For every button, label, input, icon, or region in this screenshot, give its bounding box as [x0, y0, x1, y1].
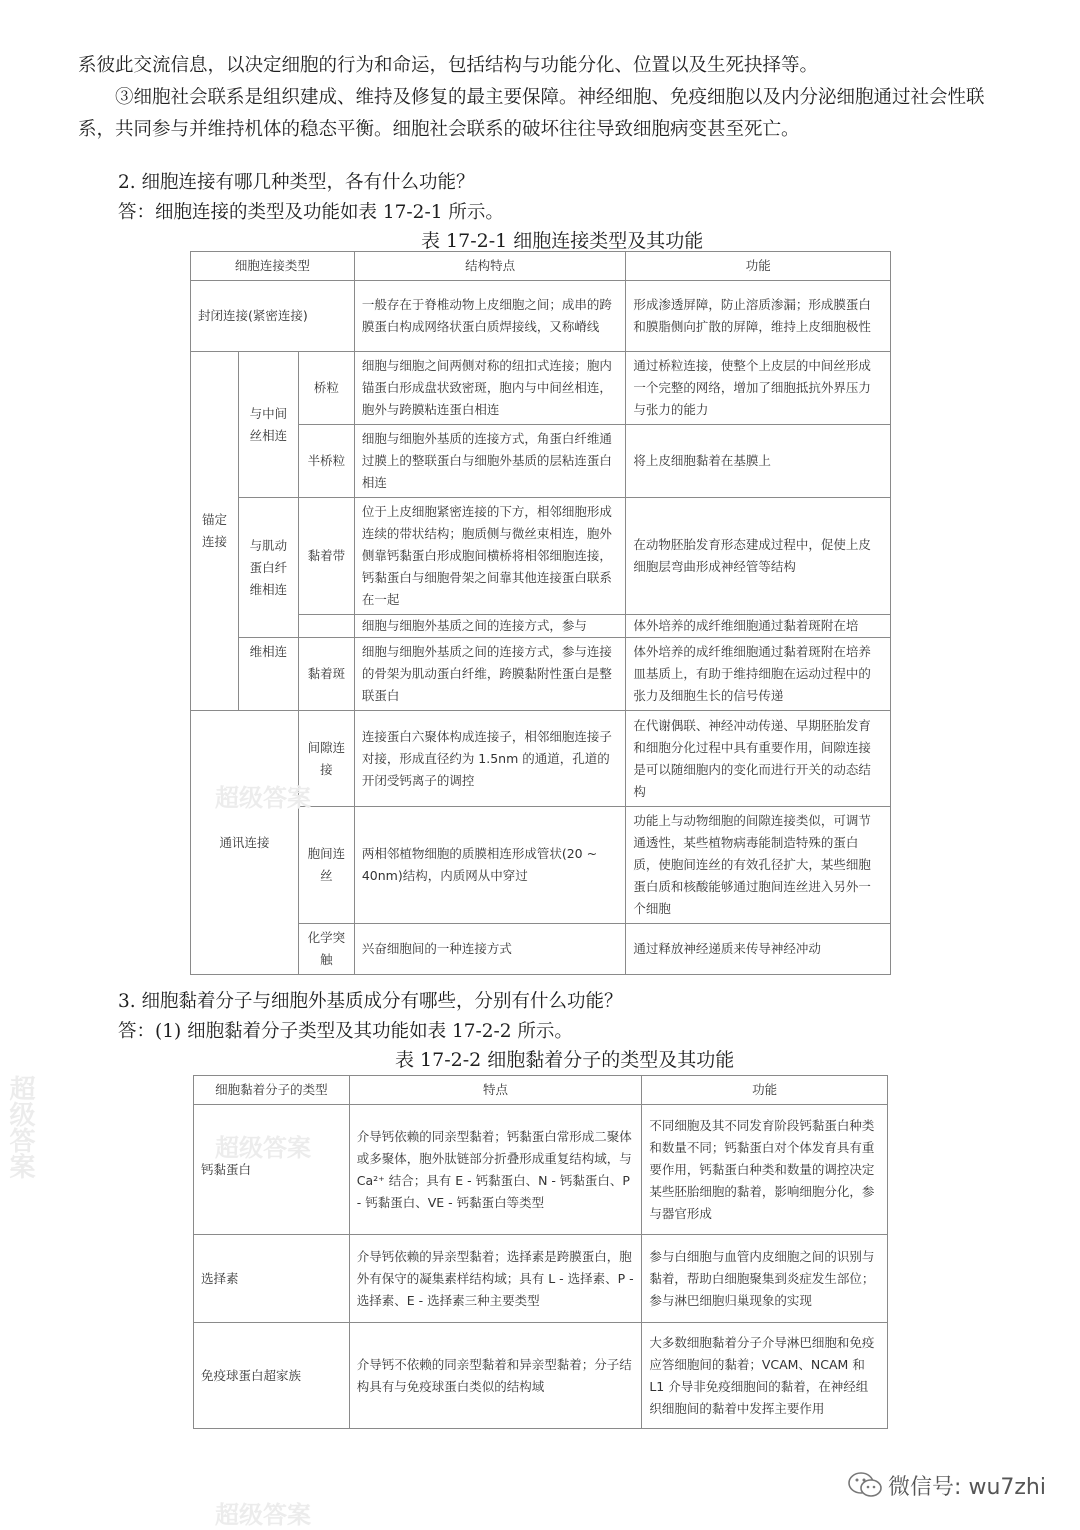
- row-label-desmosome: 桥粒: [298, 352, 354, 425]
- cell-struct: 细胞与细胞之间两侧对称的纽扣式连接；胞内锚蛋白形成盘状致密斑，胞内与中间丝相连，胞外与跨膜粘连蛋白相连: [354, 352, 626, 425]
- header-function: 功能: [642, 1076, 888, 1105]
- cell-type: 钙黏蛋白: [194, 1105, 350, 1235]
- cell-func: 通过桥粒连接，使整个上皮层的中间丝形成一个完整的网络，增加了细胞抵抗外界压力与张力的能力: [626, 352, 891, 425]
- subgroup-actin-duplicate: 维相连: [238, 638, 298, 711]
- row-label-synapse: 化学突触: [298, 924, 354, 975]
- cell-function: 参与白细胞与血管内皮细胞之间的识别与黏着，帮助白细胞聚集到炎症发生部位；参与淋巴细胞归巢现象的实现: [642, 1235, 888, 1323]
- cell-feature: 介导钙依赖的异亲型黏着；选择素是跨膜蛋白，胞外有保守的凝集素样结构域；具有 L - 选择素、P - 选择素、E - 选择素三种主要类型: [349, 1235, 642, 1323]
- header-molecule-type: 细胞黏着分子的类型: [194, 1076, 350, 1105]
- cell-func: 将上皮细胞黏着在基膜上: [626, 425, 891, 498]
- watermark-vertical: 超级答案: [5, 1075, 35, 1179]
- question-2: 2. 细胞连接有哪几种类型，各有什么功能？: [118, 172, 475, 193]
- table-row: [194, 1235, 888, 1323]
- cell-feature: 介导钙不依赖的同亲型黏着和异亲型黏着；分子结构具有与免疫球蛋白类似的结构域: [349, 1323, 642, 1429]
- cell-type: 选择素: [194, 1235, 350, 1323]
- group-anchor: 锚定连接: [191, 352, 239, 711]
- cell-struct: 细胞与细胞外基质的连接方式，角蛋白纤维通过膜上的整联蛋白与细胞外基质的层粘连蛋白相连: [354, 425, 626, 498]
- cell-struct: 位于上皮细胞紧密连接的下方，相邻细胞形成连续的带状结构；胞质侧与微丝束相连，胞外侧靠钙黏蛋白形成胞间横桥将相邻细胞连接，钙黏蛋白与细胞骨架之间靠其他连接蛋白联系在一起: [354, 498, 626, 615]
- intro-line: 系彼此交流信息，以决定细胞的行为和命运，包括结构与功能分化、位置以及生死抉择等。: [78, 55, 819, 76]
- cell-func: 在动物胚胎发育形态建成过程中，促使上皮细胞层弯曲形成神经管等结构: [626, 498, 891, 615]
- cell-struct-duplicate: 细胞与细胞外基质之间的连接方式，参与: [354, 615, 626, 638]
- row-label-plasmodesmata: 胞间连丝: [298, 807, 354, 924]
- row-label-tight: 封闭连接(紧密连接): [191, 281, 355, 352]
- watermark: 超级答案: [215, 1134, 311, 1162]
- watermark: 超级答案: [215, 784, 311, 812]
- row-label-hemidesmosome: 半桥粒: [298, 425, 354, 498]
- cell-struct: 两相邻植物细胞的质膜相连形成管状(20 ~ 40nm)结构，内质网从中穿过: [354, 807, 626, 924]
- wechat-icon: [848, 1471, 882, 1505]
- cell-function: 大多数细胞黏着分子介导淋巴细胞和免疫应答细胞间的黏着；VCAM、NCAM 和 L1 介导非免疫细胞间的黏着，在神经组织细胞间的黏着中发挥主要作用: [642, 1323, 888, 1429]
- answer-3: 答：(1) 细胞黏着分子类型及其功能如表 17-2-2 所示。: [118, 1021, 573, 1042]
- cell-struct: 连接蛋白六聚体构成连接子，相邻细胞连接子对接，形成直径约为 1.5nm 的通道，孔道的开闭受钙离子的调控: [354, 711, 626, 807]
- row-label-focal-adhesion: 黏着斑: [298, 638, 354, 711]
- cell-func: 通过释放神经递质来传导神经冲动: [626, 924, 891, 975]
- header-function: 功能: [626, 252, 891, 281]
- cell-function: 不同细胞及其不同发育阶段钙黏蛋白种类和数量不同；钙黏蛋白对个体发育具有重要作用，钙黏蛋白种类和数量的调控决定某些胚胎细胞的黏着，影响细胞分化，参与器官形成: [642, 1105, 888, 1235]
- table-17-2-1: [190, 251, 891, 975]
- header-type: 细胞连接类型: [191, 252, 355, 281]
- intro-paragraph-3: ③细胞社会联系是组织建成、维持及修复的最主要保障。神经细胞、免疫细胞以及内分泌细胞通过社会性联系，共同参与并维持机体的稳态平衡。细胞社会联系的破坏往往导致细胞病变甚至死亡。: [78, 87, 985, 140]
- subgroup-actin: 与肌动蛋白纤维相连: [238, 498, 298, 638]
- cell-struct: 兴奋细胞间的一种连接方式: [354, 924, 626, 975]
- cell-func: 在代谢偶联、神经冲动传递、早期胚胎发育和细胞分化过程中具有重要作用，间隙连接是可以随细胞内的变化而进行开关的动态结构: [626, 711, 891, 807]
- table-1-caption: 表 17-2-1 细胞连接类型及其功能: [421, 230, 704, 252]
- cell-func: 功能上与动物细胞的间隙连接类似，可调节通透性，某些植物病毒能制造特殊的蛋白质，使胞间连丝的有效孔径扩大，某些细胞蛋白质和核酸能够通过胞间连丝进入另外一个细胞: [626, 807, 891, 924]
- group-communication: 通讯连接: [191, 711, 299, 975]
- cell-feature: 介导钙依赖的同亲型黏着；钙黏蛋白常形成二聚体或多聚体，胞外肽链部分折叠形成重复结构域，与 Ca²⁺ 结合；具有 E - 钙黏蛋白、N - 钙黏蛋白、P - 钙黏蛋白、VE - 钙黏蛋白等类型: [349, 1105, 642, 1235]
- wechat-footer: [848, 1470, 1046, 1505]
- wechat-id: 微信号: wu7zhi: [888, 1475, 1046, 1500]
- row-label-belt: 黏着带: [298, 498, 354, 615]
- watermark: 超级答案: [215, 1501, 311, 1529]
- cell-struct: 一般存在于脊椎动物上皮细胞之间；成串的跨膜蛋白构成网络状蛋白质焊接线，又称嵴线: [354, 281, 626, 352]
- question-3: 3. 细胞黏着分子与细胞外基质成分有哪些，分别有什么功能？: [118, 991, 623, 1012]
- cell-func: 体外培养的成纤维细胞通过黏着斑附在培养皿基质上，有助于维持细胞在运动过程中的张力及细胞生长的信号传递: [626, 638, 891, 711]
- cell-struct: 细胞与细胞外基质之间的连接方式，参与连接的骨架为肌动蛋白纤维，跨膜黏附性蛋白是整联蛋白: [354, 638, 626, 711]
- answer-2: 答：细胞连接的类型及功能如表 17-2-1 所示。: [118, 202, 504, 223]
- header-structure: 结构特点: [354, 252, 626, 281]
- cell-type: 免疫球蛋白超家族: [194, 1323, 350, 1429]
- cell-func-duplicate: 体外培养的成纤维细胞通过黏着斑附在培: [626, 615, 891, 638]
- cell-func: 形成渗透屏障，防止溶质渗漏；形成膜蛋白和膜脂侧向扩散的屏障，维持上皮细胞极性: [626, 281, 891, 352]
- table-2-caption: 表 17-2-2 细胞黏着分子的类型及其功能: [395, 1049, 735, 1071]
- table-row: [194, 1105, 888, 1235]
- header-feature: 特点: [349, 1076, 642, 1105]
- row-label-gap: 间隙连接: [298, 711, 354, 807]
- table-row: [194, 1323, 888, 1429]
- subgroup-intermediate: 与中间丝相连: [238, 352, 298, 498]
